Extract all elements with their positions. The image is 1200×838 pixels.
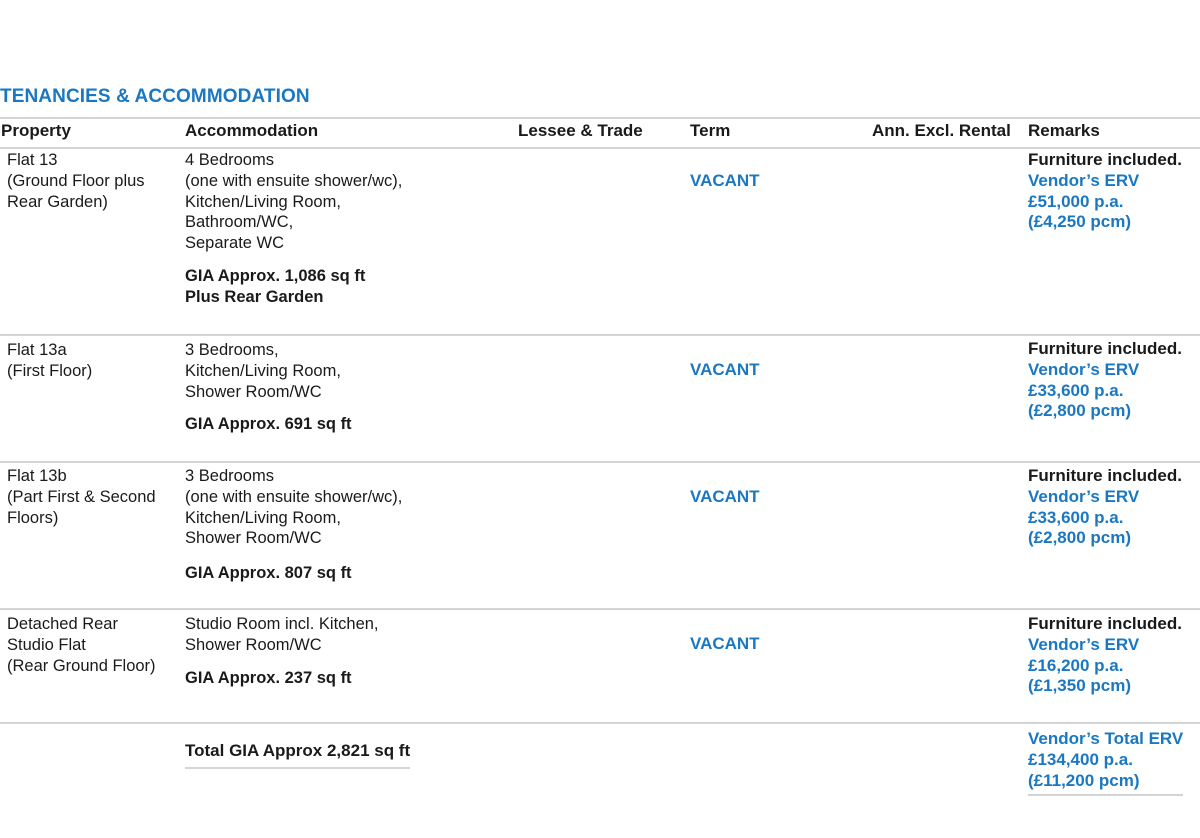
header-property: Property xyxy=(1,121,71,140)
remarks-erv-line: (£1,350 pcm) xyxy=(1028,676,1131,696)
remarks-cell xyxy=(1028,339,1182,422)
header-term: Term xyxy=(690,121,731,140)
gia-line: Plus Rear Garden xyxy=(185,288,324,306)
gia-cell xyxy=(185,563,352,584)
property-line: (Part First & Second xyxy=(7,487,156,506)
accommodation-line: Bathroom/WC, xyxy=(185,213,294,232)
accommodation-line: Shower Room/WC xyxy=(185,635,322,654)
accommodation-line: (one with ensuite shower/wc), xyxy=(185,487,403,506)
term-cell: VACANT xyxy=(690,487,760,506)
accommodation-line: Kitchen/Living Room, xyxy=(185,361,341,380)
remarks-note: Furniture included. xyxy=(1028,339,1182,358)
row-divider xyxy=(0,722,1200,724)
accommodation-line: Kitchen/Living Room, xyxy=(185,192,341,211)
term-cell: VACANT xyxy=(690,634,760,653)
remarks-erv-line: Vendor’s ERV xyxy=(1028,634,1140,654)
total-erv-line: Vendor’s Total ERV xyxy=(1028,729,1184,748)
header-divider xyxy=(0,147,1200,149)
remarks-erv-line: £33,600 p.a. xyxy=(1028,380,1124,400)
top-divider xyxy=(0,117,1200,119)
accommodation-cell xyxy=(185,150,402,254)
remarks-note: Furniture included. xyxy=(1028,466,1182,485)
row-divider xyxy=(0,334,1200,336)
accommodation-line: 3 Bedrooms xyxy=(185,467,274,485)
accommodation-line: 4 Bedrooms xyxy=(185,151,274,169)
accommodation-cell xyxy=(185,466,402,549)
property-line: Flat 13b xyxy=(7,467,67,485)
total-erv xyxy=(1028,729,1183,796)
property-line: (First Floor) xyxy=(7,361,93,380)
remarks-erv-line: (£2,800 pcm) xyxy=(1028,528,1131,548)
remarks-note: Furniture included. xyxy=(1028,150,1182,169)
remarks-erv-line: (£4,250 pcm) xyxy=(1028,212,1131,232)
remarks-erv-line: (£2,800 pcm) xyxy=(1028,401,1131,421)
term-cell: VACANT xyxy=(690,360,760,379)
property-line: (Ground Floor plus xyxy=(7,171,145,190)
row-divider xyxy=(0,608,1200,610)
remarks-erv-line: £33,600 p.a. xyxy=(1028,507,1124,527)
gia-line: GIA Approx. 807 sq ft xyxy=(185,564,352,582)
property-line: Floors) xyxy=(7,508,59,527)
row-divider xyxy=(0,461,1200,463)
accommodation-line: Kitchen/Living Room, xyxy=(185,508,341,527)
gia-cell xyxy=(185,414,352,435)
total-erv-line: £134,400 p.a. xyxy=(1028,749,1133,769)
gia-cell xyxy=(185,266,365,308)
section-title: TENANCIES & ACCOMMODATION xyxy=(0,86,310,107)
gia-line: GIA Approx. 237 sq ft xyxy=(185,669,352,687)
accommodation-cell xyxy=(185,340,341,402)
remarks-cell xyxy=(1028,466,1182,549)
accommodation-line: Shower Room/WC xyxy=(185,529,322,548)
remarks-cell xyxy=(1028,150,1182,233)
header-accommodation: Accommodation xyxy=(185,121,319,140)
gia-line: GIA Approx. 691 sq ft xyxy=(185,415,352,433)
accommodation-line: Separate WC xyxy=(185,234,285,253)
accommodation-line: 3 Bedrooms, xyxy=(185,341,279,359)
total-gia: Total GIA Approx 2,821 sq ft xyxy=(185,741,410,769)
gia-line: GIA Approx. 1,086 sq ft xyxy=(185,267,366,285)
total-erv-line: (£11,200 pcm) xyxy=(1028,770,1140,790)
term-cell: VACANT xyxy=(690,171,760,190)
property-line: Detached Rear xyxy=(7,615,118,633)
remarks-cell xyxy=(1028,614,1182,697)
property-cell xyxy=(7,614,156,676)
accommodation-line: Shower Room/WC xyxy=(185,382,322,401)
accommodation-line: Studio Room incl. Kitchen, xyxy=(185,615,379,633)
property-line: Flat 13a xyxy=(7,341,67,359)
header-lessee: Lessee & Trade xyxy=(518,121,643,140)
remarks-erv-line: Vendor’s ERV xyxy=(1028,359,1140,379)
gia-cell xyxy=(185,668,352,689)
property-line: Rear Garden) xyxy=(7,192,108,211)
property-cell xyxy=(7,466,156,528)
remarks-erv-line: Vendor’s ERV xyxy=(1028,486,1140,506)
remarks-erv-line: £16,200 p.a. xyxy=(1028,655,1124,675)
accommodation-cell xyxy=(185,614,379,656)
remarks-erv-line: Vendor’s ERV xyxy=(1028,170,1140,190)
property-line: (Rear Ground Floor) xyxy=(7,656,156,675)
property-cell xyxy=(7,340,92,382)
accommodation-line: (one with ensuite shower/wc), xyxy=(185,171,403,190)
property-cell xyxy=(7,150,145,212)
property-line: Studio Flat xyxy=(7,635,86,654)
property-line: Flat 13 xyxy=(7,151,58,169)
header-rental: Ann. Excl. Rental xyxy=(872,121,1011,140)
remarks-note: Furniture included. xyxy=(1028,614,1182,633)
header-remarks: Remarks xyxy=(1028,121,1100,140)
remarks-erv-line: £51,000 p.a. xyxy=(1028,191,1124,211)
